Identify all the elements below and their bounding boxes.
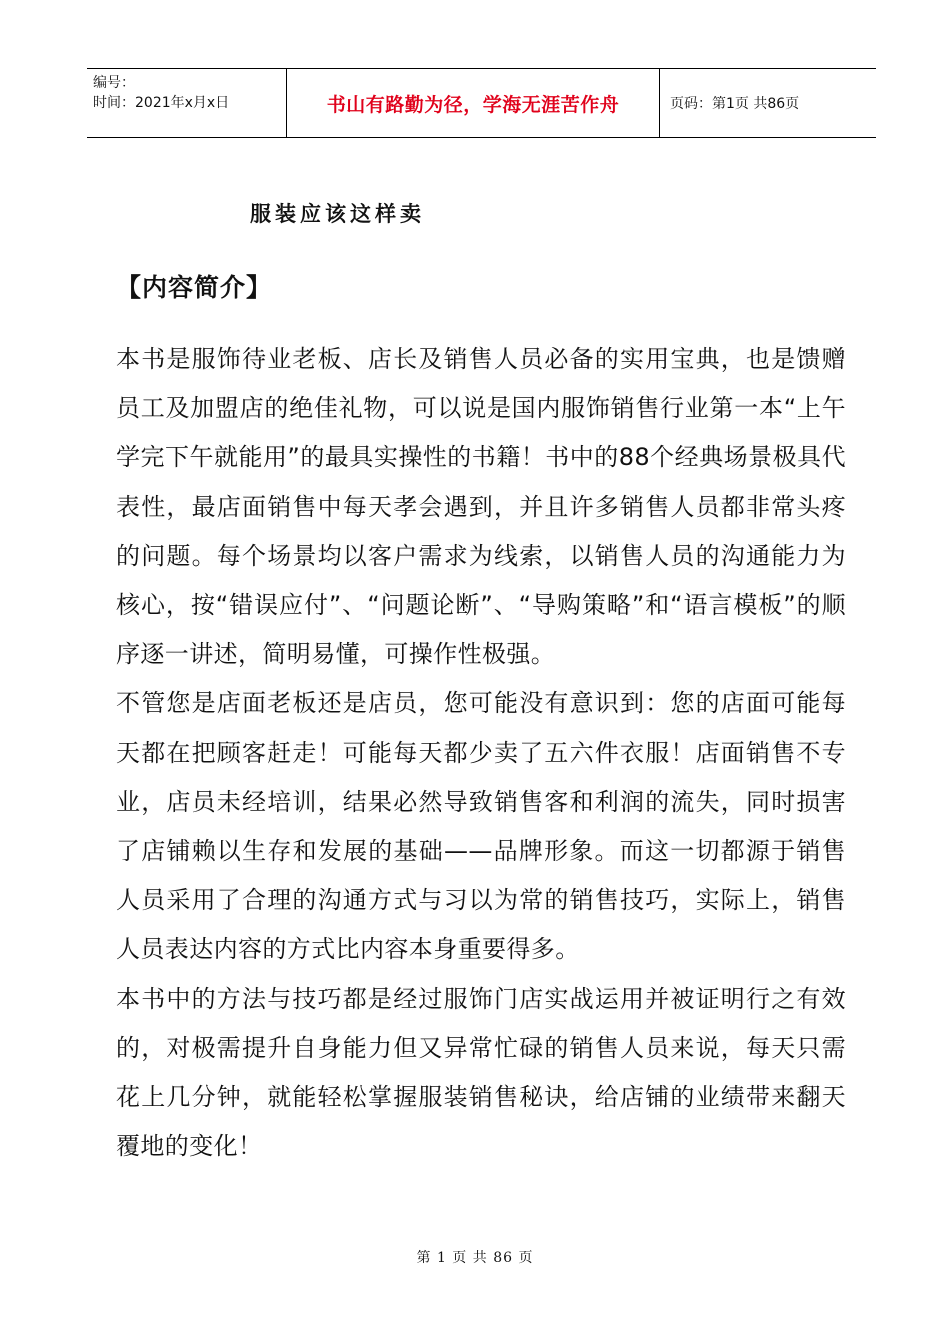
paragraph: 本书中的方法与技巧都是经过服饰门店实战运用并被证明行之有效的，对极需提升自身能力但又异常忙碌的销售人员来说，每天只需花上几分钟，就能轻松掌握服装销售秘诀，给店铺的业绩带来翻天覆地的变化！	[116, 984, 846, 1161]
header-meta-cell	[87, 69, 287, 137]
document-body	[116, 335, 846, 1171]
document-title: 服装应该这样卖	[250, 201, 425, 226]
footer-page-number: 第 1 页 共 86 页	[416, 1250, 534, 1266]
paragraph: 本书是服饰待业老板、店长及销售人员必备的实用宝典，也是馈赠员工及加盟店的绝佳礼物，可以说是国内服饰销售行业第一本“上午学完下午就能用”的最具实操性的书籍！书中的88个经典场景极具代表性，最店面销售中每天孝会遇到，并且许多销售人员都非常头疼的问题。每个场景均以客户需求为线索，以销售人员的沟通能力为核心，按“错误应付”、“问题论断”、“导购策略”和“语言模板”的顺序逐一讲述，简明易懂，可操作性极强。	[116, 345, 846, 669]
motto-text: 书山有路勤为径，学海无涯苦作舟	[326, 93, 620, 116]
section-heading: 【内容简介】	[116, 273, 273, 302]
document-header	[87, 68, 876, 138]
page-info: 页码：第1页 共86页	[670, 96, 800, 112]
date-line: 时间：2021年x月x日	[93, 95, 230, 111]
header-motto-cell	[287, 69, 660, 137]
paragraph: 不管您是店面老板还是店员，您可能没有意识到：您的店面可能每天都在把顾客赶走！可能每天都少卖了五六件衣服！店面销售不专业，店员未经培训，结果必然导致销售客和利润的流失，同时损害了店铺赖以生存和发展的基础——品牌形象。而这一切都源于销售人员采用了合理的沟通方式与习以为常的销售技巧，实际上，销售人员表达内容的方式比内容本身重要得多。	[116, 689, 846, 964]
header-page-cell	[660, 69, 876, 137]
serial-label: 编号：	[93, 75, 135, 91]
